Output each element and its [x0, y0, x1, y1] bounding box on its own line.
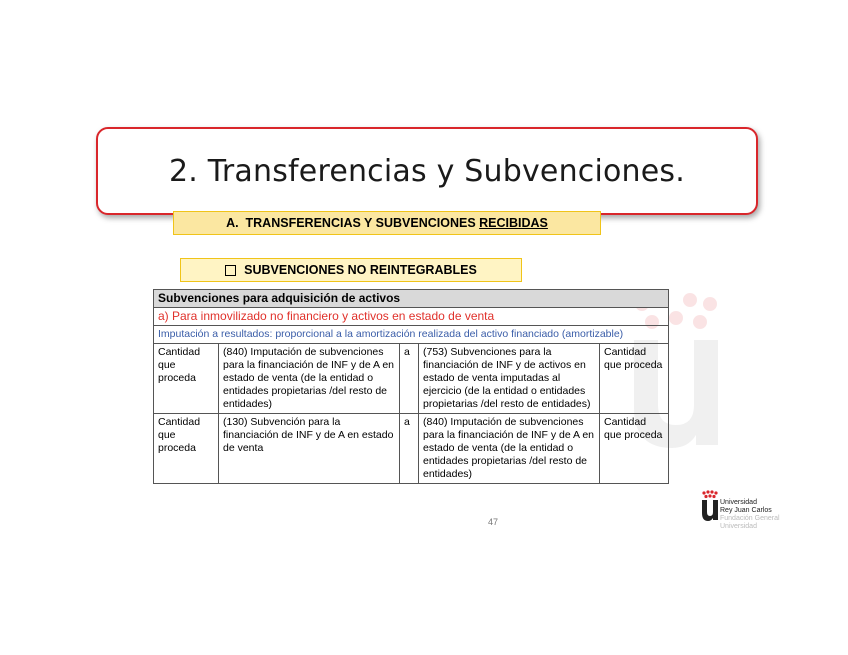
table-header: Subvenciones para adquisición de activos	[154, 290, 669, 308]
logo-text	[720, 499, 780, 531]
table-row	[154, 344, 669, 414]
table-imputation-row	[154, 326, 669, 344]
table-header-row	[154, 290, 669, 308]
debit-amount: Cantidad que proceda	[154, 414, 219, 484]
credit-amount: Cantidad que proceda	[600, 414, 669, 484]
logo-line-3: Fundación General	[720, 515, 780, 522]
logo-line-1: Universidad	[720, 499, 757, 506]
page-number: 47	[488, 517, 499, 527]
connector: a	[400, 344, 419, 414]
accounting-table	[153, 289, 669, 484]
table-row	[154, 414, 669, 484]
credit-amount: Cantidad que proceda	[600, 344, 669, 414]
checkbox-bullet-icon	[225, 265, 236, 276]
credit-account: (753) Subvenciones para la financiación de INF y de activos en estado de venta imputadas al ejercicio (de la entidad o entidades propietarias /del resto de entidades)	[419, 344, 600, 414]
debit-account: (130) Subvención para la financiación de INF y de A en estado de venta	[219, 414, 400, 484]
table-subheader: a) Para inmovilizado no financiero y activos en estado de venta	[154, 308, 669, 326]
logo-line-2: Rey Juan Carlos	[720, 507, 772, 514]
section-a-heading	[173, 211, 601, 235]
table-subheader-row	[154, 308, 669, 326]
credit-account: (840) Imputación de subvenciones para la financiación de INF y de A en estado de venta (de la entidad o entidades propietarias /del resto de entidades)	[419, 414, 600, 484]
section-a-prefix: A. TRANSFERENCIAS Y SUBVENCIONES	[226, 216, 480, 230]
university-logo	[700, 490, 790, 530]
table-imputation: Imputación a resultados: proporcional a la amortización realizada del activo financiado (amortizable)	[154, 326, 669, 344]
section-b-heading	[180, 258, 522, 282]
debit-amount: Cantidad que proceda	[154, 344, 219, 414]
section-b-label: SUBVENCIONES NO REINTEGRABLES	[244, 263, 477, 277]
slide-title: 2. Transferencias y Subvenciones.	[168, 153, 685, 189]
logo-line-4: Universidad	[720, 523, 757, 530]
debit-account: (840) Imputación de subvenciones para la financiación de INF y de A en estado de venta (de la entidad o entidades propietarias /del resto de entidades)	[219, 344, 400, 414]
connector: a	[400, 414, 419, 484]
university-logo-icon	[700, 490, 720, 522]
title-box	[96, 127, 758, 215]
section-a-underlined: RECIBIDAS	[479, 216, 548, 230]
